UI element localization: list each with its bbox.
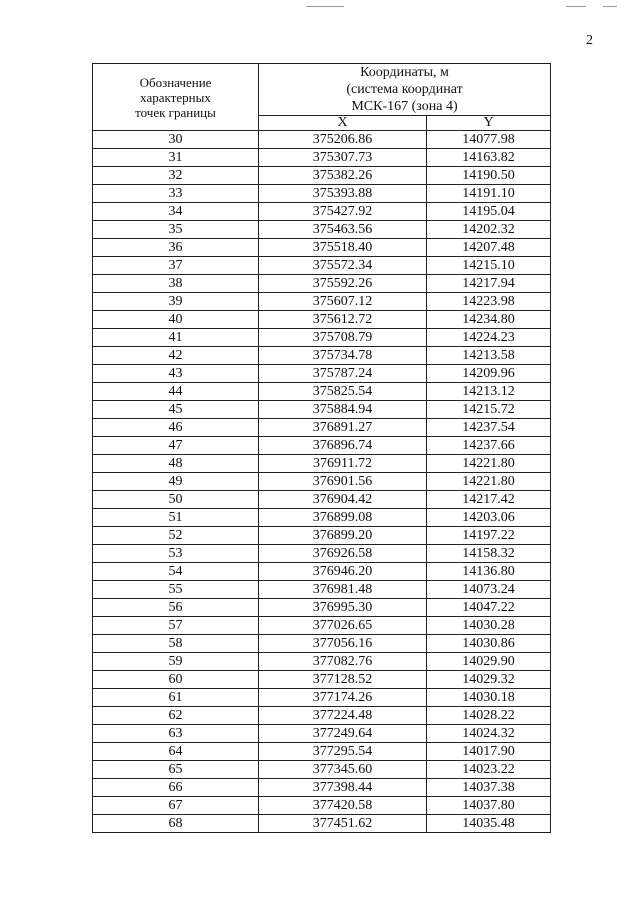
point-number-cell: 55 [93, 581, 259, 599]
point-number-cell: 49 [93, 473, 259, 491]
point-number-cell: 32 [93, 167, 259, 185]
table-row [93, 365, 551, 383]
y-coordinate-cell: 14030.86 [427, 635, 551, 653]
x-coordinate-cell: 375708.79 [259, 329, 427, 347]
x-coordinate-cell: 376896.74 [259, 437, 427, 455]
table-row [93, 725, 551, 743]
x-coordinate-cell: 375206.86 [259, 131, 427, 149]
y-coordinate-cell: 14029.32 [427, 671, 551, 689]
table-row [93, 653, 551, 671]
table-row [93, 707, 551, 725]
table-row [93, 167, 551, 185]
y-coordinate-cell: 14234.80 [427, 311, 551, 329]
y-coordinate-cell: 14197.22 [427, 527, 551, 545]
y-coordinate-cell: 14224.23 [427, 329, 551, 347]
table-row [93, 239, 551, 257]
point-number-cell: 38 [93, 275, 259, 293]
table-row [93, 257, 551, 275]
y-coordinate-cell: 14213.58 [427, 347, 551, 365]
x-coordinate-cell: 377082.76 [259, 653, 427, 671]
x-coordinate-cell: 375787.24 [259, 365, 427, 383]
point-number-cell: 43 [93, 365, 259, 383]
table-row [93, 509, 551, 527]
x-coordinate-cell: 376981.48 [259, 581, 427, 599]
x-coordinate-cell: 377398.44 [259, 779, 427, 797]
table-row [93, 185, 551, 203]
y-coordinate-cell: 14237.66 [427, 437, 551, 455]
point-number-cell: 45 [93, 401, 259, 419]
x-coordinate-cell: 376946.20 [259, 563, 427, 581]
table-row [93, 599, 551, 617]
table-row [93, 689, 551, 707]
y-coordinate-cell: 14163.82 [427, 149, 551, 167]
y-coordinate-cell: 14237.54 [427, 419, 551, 437]
table-row [93, 473, 551, 491]
y-coordinate-cell: 14029.90 [427, 653, 551, 671]
page-number: 2 [586, 33, 593, 48]
table-row [93, 203, 551, 221]
point-number-cell: 31 [93, 149, 259, 167]
scan-artifact-lines [0, 0, 640, 12]
point-number-cell: 68 [93, 815, 259, 833]
y-coordinate-cell: 14209.96 [427, 365, 551, 383]
table-row [93, 455, 551, 473]
header-x: X [259, 116, 427, 131]
table-row [93, 149, 551, 167]
x-coordinate-cell: 377295.54 [259, 743, 427, 761]
y-coordinate-cell: 14017.90 [427, 743, 551, 761]
x-coordinate-cell: 377174.26 [259, 689, 427, 707]
header-point-designation: Обозначение характерных точек границы [93, 64, 259, 131]
table-row [93, 671, 551, 689]
table-row [93, 131, 551, 149]
point-number-cell: 54 [93, 563, 259, 581]
x-coordinate-cell: 375518.40 [259, 239, 427, 257]
x-coordinate-cell: 375427.92 [259, 203, 427, 221]
table-row [93, 815, 551, 833]
point-number-cell: 66 [93, 779, 259, 797]
point-number-cell: 30 [93, 131, 259, 149]
table-row [93, 347, 551, 365]
point-number-cell: 52 [93, 527, 259, 545]
x-coordinate-cell: 375463.56 [259, 221, 427, 239]
y-coordinate-cell: 14202.32 [427, 221, 551, 239]
y-coordinate-cell: 14191.10 [427, 185, 551, 203]
y-coordinate-cell: 14203.06 [427, 509, 551, 527]
x-coordinate-cell: 376899.20 [259, 527, 427, 545]
y-coordinate-cell: 14024.32 [427, 725, 551, 743]
y-coordinate-cell: 14030.18 [427, 689, 551, 707]
x-coordinate-cell: 377026.65 [259, 617, 427, 635]
table-row [93, 545, 551, 563]
x-coordinate-cell: 375393.88 [259, 185, 427, 203]
header-coordinates: Координаты, м (система координат МСК-167 (зона 4) [259, 64, 551, 116]
table-row [93, 401, 551, 419]
y-coordinate-cell: 14030.28 [427, 617, 551, 635]
point-number-cell: 67 [93, 797, 259, 815]
point-number-cell: 51 [93, 509, 259, 527]
point-number-cell: 53 [93, 545, 259, 563]
x-coordinate-cell: 377345.60 [259, 761, 427, 779]
y-coordinate-cell: 14037.80 [427, 797, 551, 815]
x-coordinate-cell: 375572.34 [259, 257, 427, 275]
x-coordinate-cell: 377128.52 [259, 671, 427, 689]
x-coordinate-cell: 376926.58 [259, 545, 427, 563]
point-number-cell: 46 [93, 419, 259, 437]
y-coordinate-cell: 14215.72 [427, 401, 551, 419]
y-coordinate-cell: 14035.48 [427, 815, 551, 833]
table-row [93, 221, 551, 239]
point-number-cell: 65 [93, 761, 259, 779]
x-coordinate-cell: 375612.72 [259, 311, 427, 329]
x-coordinate-cell: 377056.16 [259, 635, 427, 653]
x-coordinate-cell: 376995.30 [259, 599, 427, 617]
point-number-cell: 62 [93, 707, 259, 725]
x-coordinate-cell: 376904.42 [259, 491, 427, 509]
x-coordinate-cell: 375825.54 [259, 383, 427, 401]
y-coordinate-cell: 14195.04 [427, 203, 551, 221]
table-row [93, 617, 551, 635]
x-coordinate-cell: 375607.12 [259, 293, 427, 311]
x-coordinate-cell: 376911.72 [259, 455, 427, 473]
point-number-cell: 61 [93, 689, 259, 707]
table-row [93, 563, 551, 581]
table-row [93, 437, 551, 455]
x-coordinate-cell: 376891.27 [259, 419, 427, 437]
table-row [93, 527, 551, 545]
table-row [93, 635, 551, 653]
point-number-cell: 64 [93, 743, 259, 761]
point-number-cell: 57 [93, 617, 259, 635]
x-coordinate-cell: 375734.78 [259, 347, 427, 365]
point-number-cell: 50 [93, 491, 259, 509]
x-coordinate-cell: 377420.58 [259, 797, 427, 815]
point-number-cell: 56 [93, 599, 259, 617]
point-number-cell: 34 [93, 203, 259, 221]
y-coordinate-cell: 14028.22 [427, 707, 551, 725]
table-row [93, 779, 551, 797]
y-coordinate-cell: 14207.48 [427, 239, 551, 257]
point-number-cell: 33 [93, 185, 259, 203]
y-coordinate-cell: 14221.80 [427, 455, 551, 473]
coordinates-table [92, 63, 551, 833]
point-number-cell: 60 [93, 671, 259, 689]
y-coordinate-cell: 14073.24 [427, 581, 551, 599]
y-coordinate-cell: 14190.50 [427, 167, 551, 185]
x-coordinate-cell: 375884.94 [259, 401, 427, 419]
x-coordinate-cell: 375592.26 [259, 275, 427, 293]
y-coordinate-cell: 14217.94 [427, 275, 551, 293]
y-coordinate-cell: 14217.42 [427, 491, 551, 509]
table-row [93, 581, 551, 599]
y-coordinate-cell: 14158.32 [427, 545, 551, 563]
x-coordinate-cell: 377249.64 [259, 725, 427, 743]
point-number-cell: 39 [93, 293, 259, 311]
table-row [93, 383, 551, 401]
table-row [93, 761, 551, 779]
table-body [93, 131, 551, 833]
point-number-cell: 44 [93, 383, 259, 401]
header-y: Y [427, 116, 551, 131]
y-coordinate-cell: 14221.80 [427, 473, 551, 491]
point-number-cell: 58 [93, 635, 259, 653]
point-number-cell: 36 [93, 239, 259, 257]
point-number-cell: 41 [93, 329, 259, 347]
y-coordinate-cell: 14215.10 [427, 257, 551, 275]
y-coordinate-cell: 14023.22 [427, 761, 551, 779]
x-coordinate-cell: 375307.73 [259, 149, 427, 167]
y-coordinate-cell: 14077.98 [427, 131, 551, 149]
y-coordinate-cell: 14136.80 [427, 563, 551, 581]
y-coordinate-cell: 14213.12 [427, 383, 551, 401]
point-number-cell: 59 [93, 653, 259, 671]
y-coordinate-cell: 14047.22 [427, 599, 551, 617]
point-number-cell: 37 [93, 257, 259, 275]
point-number-cell: 47 [93, 437, 259, 455]
table-row [93, 293, 551, 311]
table-row [93, 329, 551, 347]
table-row [93, 275, 551, 293]
point-number-cell: 63 [93, 725, 259, 743]
table-row [93, 743, 551, 761]
x-coordinate-cell: 376899.08 [259, 509, 427, 527]
x-coordinate-cell: 377451.62 [259, 815, 427, 833]
x-coordinate-cell: 375382.26 [259, 167, 427, 185]
x-coordinate-cell: 376901.56 [259, 473, 427, 491]
table-row [93, 419, 551, 437]
table-row [93, 797, 551, 815]
y-coordinate-cell: 14037.38 [427, 779, 551, 797]
table-row [93, 311, 551, 329]
y-coordinate-cell: 14223.98 [427, 293, 551, 311]
x-coordinate-cell: 377224.48 [259, 707, 427, 725]
point-number-cell: 35 [93, 221, 259, 239]
table-row [93, 491, 551, 509]
point-number-cell: 42 [93, 347, 259, 365]
point-number-cell: 48 [93, 455, 259, 473]
point-number-cell: 40 [93, 311, 259, 329]
